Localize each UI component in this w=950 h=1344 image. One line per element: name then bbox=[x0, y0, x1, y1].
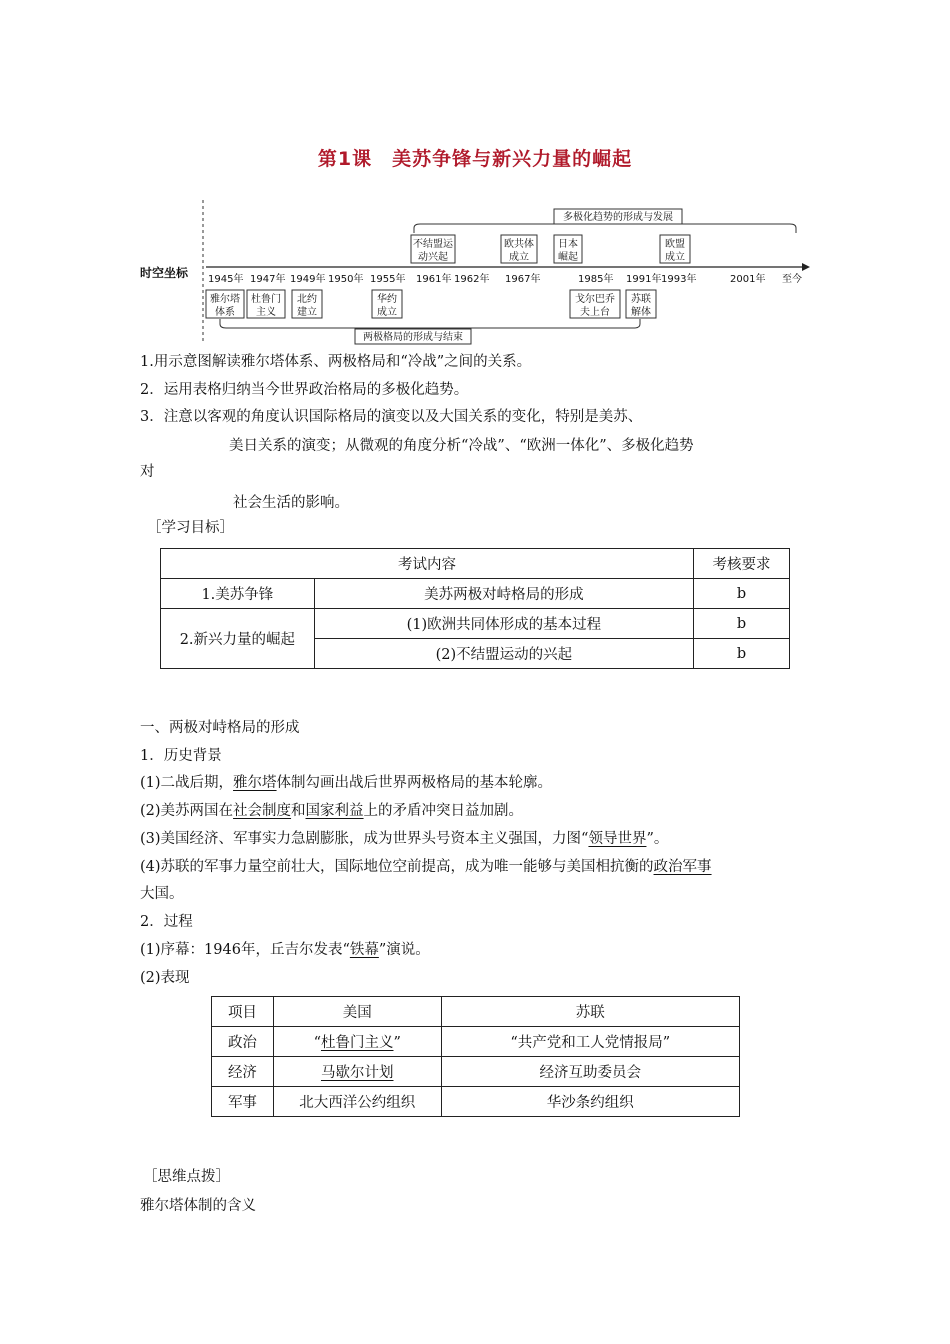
paragraph: (4)苏联的军事力量空前壮大，国际地位空前提高，成为唯一能够与美国相抗衡的政治军事 bbox=[140, 859, 712, 875]
table-cell: 华沙条约组织 bbox=[441, 1087, 739, 1117]
timeline-event-top bbox=[660, 235, 690, 263]
timeline-years bbox=[208, 272, 802, 285]
paragraph: (2)美苏两国在社会制度和国家利益上的矛盾冲突日益加剧。 bbox=[140, 803, 524, 819]
section-heading: 一、两极对峙格局的形成 bbox=[140, 720, 300, 736]
table-cell: 马歇尔计划 bbox=[273, 1057, 441, 1087]
timeline-event-bottom bbox=[372, 290, 402, 318]
table-cell: b bbox=[694, 639, 790, 669]
year-label: 1991年 bbox=[626, 274, 662, 285]
objective-item: 2．运用表格归纳当今世界政治格局的多极化趋势。 bbox=[140, 382, 469, 398]
subsection-title: 2．过程 bbox=[140, 914, 193, 930]
subsection-title: 1．历史背景 bbox=[140, 748, 222, 764]
year-label: 1961年 bbox=[416, 274, 452, 285]
objective-item: 对 bbox=[140, 464, 155, 480]
table-cell: “共产党和工人党情报局” bbox=[441, 1027, 739, 1057]
table-cell: b bbox=[694, 609, 790, 639]
objective-item: 1.用示意图解读雅尔塔体系、两极格局和“冷战”之间的关系。 bbox=[140, 354, 532, 370]
event-text: 崛起 bbox=[558, 252, 578, 263]
objective-item: 美日关系的演变；从微观的角度分析“冷战”、“欧洲一体化”、多极化趋势 bbox=[229, 438, 694, 454]
section-heading-objectives: ［学习目标］ bbox=[147, 520, 234, 536]
table-cell: 经济互助委员会 bbox=[441, 1057, 739, 1087]
exam-table bbox=[160, 548, 790, 669]
event-text: 日本 bbox=[558, 239, 578, 250]
paragraph: (1)二战后期，雅尔塔体制勾画出战后世界两极格局的基本轮廓。 bbox=[140, 775, 553, 791]
event-text: 欧盟 bbox=[665, 239, 685, 250]
event-text: 北约 bbox=[297, 294, 317, 305]
timeline-event-bottom bbox=[626, 290, 656, 318]
year-label: 1950年 bbox=[328, 274, 364, 285]
timeline-event-bottom bbox=[292, 290, 322, 318]
event-text: 成立 bbox=[665, 252, 685, 263]
section-heading-thinking: ［思维点拨］ bbox=[143, 1169, 230, 1185]
table-cell: 2.新兴力量的崛起 bbox=[161, 609, 315, 669]
event-text: 体系 bbox=[215, 307, 235, 318]
timeline-event-bottom bbox=[247, 290, 285, 318]
event-text: 解体 bbox=[631, 307, 651, 318]
year-label: 1945年 bbox=[208, 274, 244, 285]
year-label: 1955年 bbox=[370, 274, 406, 285]
table-header: 考试内容 bbox=[161, 549, 694, 579]
timeline-event-bottom bbox=[570, 290, 620, 318]
timeline-event-bottom bbox=[206, 290, 244, 318]
year-label: 1967年 bbox=[505, 274, 541, 285]
paragraph: (1)序幕：1946年，丘吉尔发表“铁幕”演说。 bbox=[140, 942, 430, 958]
paragraph: 雅尔塔体制的含义 bbox=[140, 1198, 256, 1214]
year-label: 1993年 bbox=[661, 274, 697, 285]
table-cell: (1)欧洲共同体形成的基本过程 bbox=[314, 609, 693, 639]
event-text: 华约 bbox=[377, 294, 397, 305]
table-cell: 政治 bbox=[212, 1027, 274, 1057]
event-text: 杜鲁门 bbox=[251, 294, 281, 305]
table-header: 美国 bbox=[273, 997, 441, 1027]
event-text: 动兴起 bbox=[418, 252, 448, 263]
table-header: 苏联 bbox=[441, 997, 739, 1027]
event-text: 建立 bbox=[297, 307, 317, 318]
event-text: 成立 bbox=[509, 252, 529, 263]
page-title: 第1课 美苏争锋与新兴力量的崛起 bbox=[317, 148, 633, 170]
paragraph: (3)美国经济、军事实力急剧膨胀，成为世界头号资本主义强国，力图“领导世界”。 bbox=[140, 831, 669, 847]
event-text: 成立 bbox=[377, 307, 397, 318]
event-text: 不结盟运 bbox=[413, 239, 453, 250]
event-text: 主义 bbox=[256, 307, 276, 318]
table-cell: b bbox=[694, 579, 790, 609]
timeline-label: 时空坐标 bbox=[140, 266, 189, 280]
paragraph: (2)表现 bbox=[140, 970, 190, 986]
table-header: 考核要求 bbox=[694, 549, 790, 579]
year-label: 1947年 bbox=[250, 274, 286, 285]
bottom-span-label: 两极格局的形成与结束 bbox=[363, 332, 463, 343]
table-cell: (2)不结盟运动的兴起 bbox=[314, 639, 693, 669]
year-label: 2001年 bbox=[730, 274, 766, 285]
table-cell: 美苏两极对峙格局的形成 bbox=[314, 579, 693, 609]
table-header: 项目 bbox=[212, 997, 274, 1027]
event-text: 夫上台 bbox=[580, 307, 610, 318]
timeline-event-top bbox=[411, 235, 455, 263]
top-span-label: 多极化趋势的形成与发展 bbox=[563, 212, 673, 223]
table-cell: 军事 bbox=[212, 1087, 274, 1117]
event-text: 苏联 bbox=[631, 294, 651, 305]
event-text: 雅尔塔 bbox=[210, 294, 240, 305]
table-cell: 北大西洋公约组织 bbox=[273, 1087, 441, 1117]
table-cell: “杜鲁门主义” bbox=[273, 1027, 441, 1057]
compare-table bbox=[211, 996, 740, 1117]
year-label: 1962年 bbox=[454, 274, 490, 285]
year-label: 至今 bbox=[782, 274, 802, 285]
table-cell: 经济 bbox=[212, 1057, 274, 1087]
table-cell: 1.美苏争锋 bbox=[161, 579, 315, 609]
year-label: 1985年 bbox=[578, 274, 614, 285]
year-label: 1949年 bbox=[290, 274, 326, 285]
event-text: 欧共体 bbox=[504, 239, 534, 250]
timeline-diagram bbox=[140, 196, 820, 348]
objective-item: 社会生活的影响。 bbox=[233, 495, 349, 511]
timeline-event-top bbox=[554, 235, 582, 263]
timeline-event-top bbox=[501, 235, 537, 263]
objective-item: 3．注意以客观的角度认识国际格局的演变以及大国关系的变化，特别是美苏、 bbox=[140, 409, 643, 425]
event-text: 戈尔巴乔 bbox=[575, 294, 615, 305]
paragraph-continuation: 大国。 bbox=[140, 886, 184, 902]
